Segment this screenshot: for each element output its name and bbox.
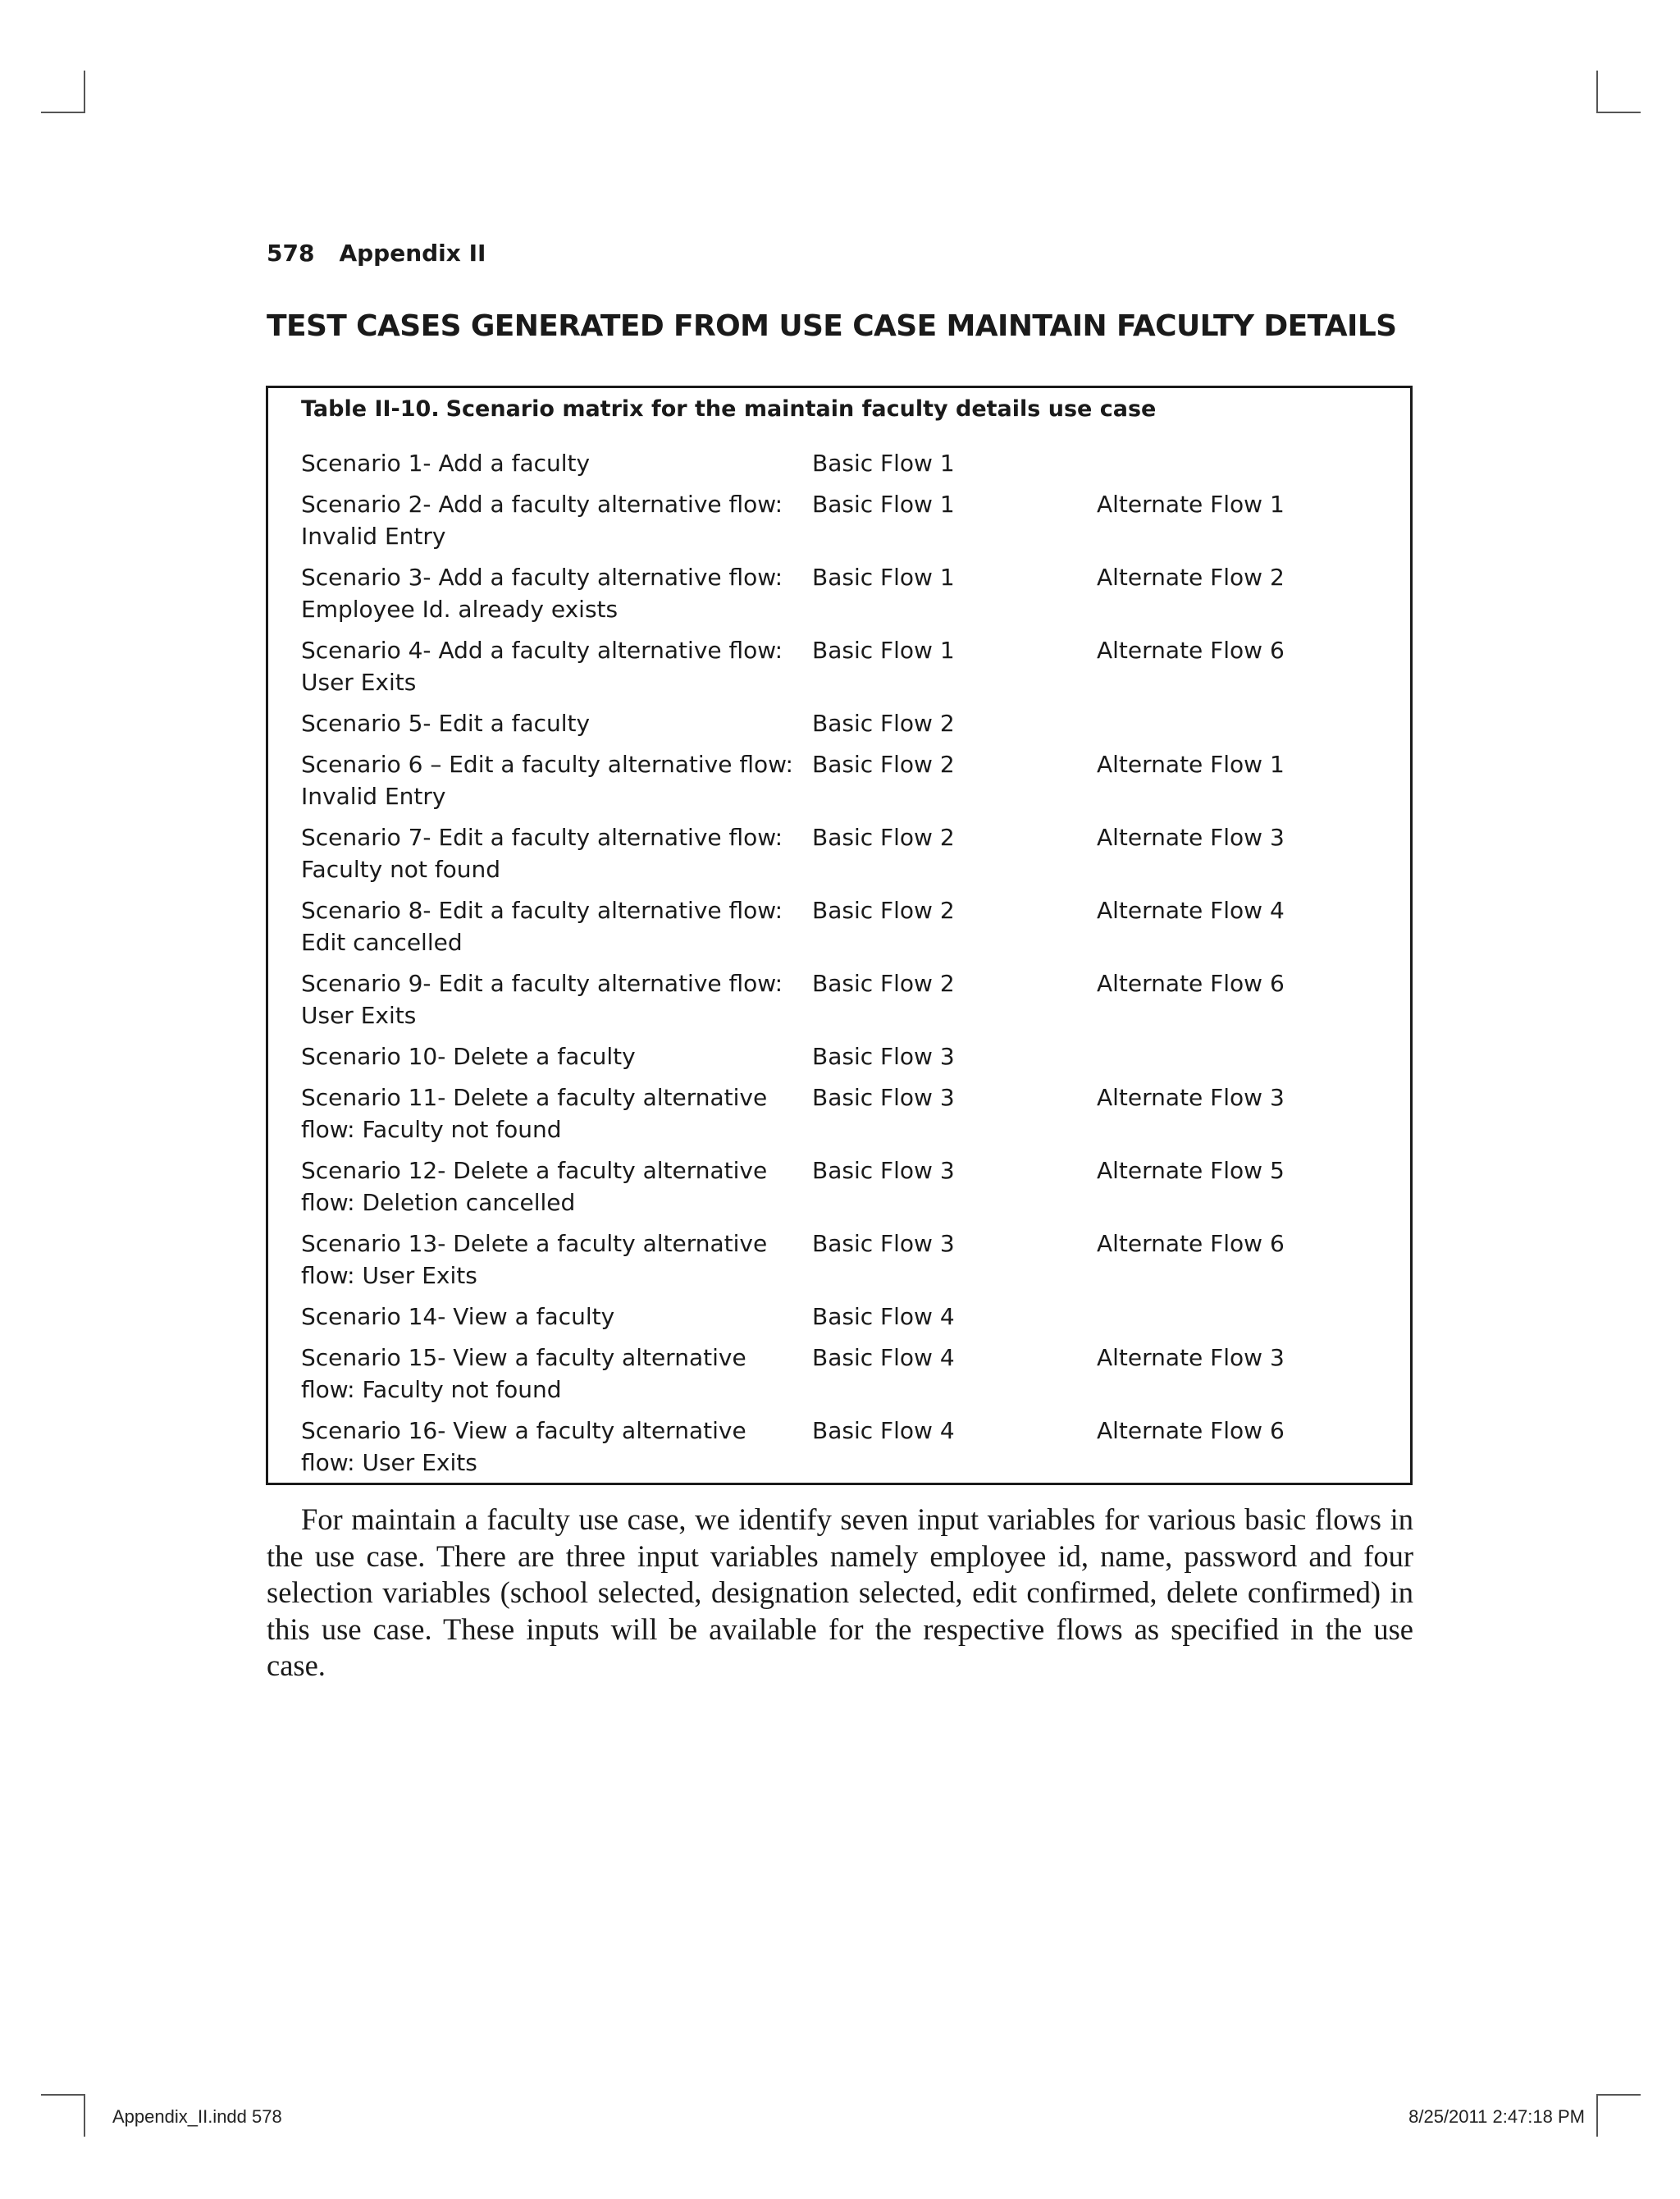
basic-flow-cell: Basic Flow 1 xyxy=(812,450,955,477)
alternate-flow-cell xyxy=(1097,447,1376,479)
scenario-matrix-table xyxy=(266,386,1413,1485)
alternate-flow-cell: Alternate Flow 6 xyxy=(1097,970,1285,997)
basic-flow-cell: Basic Flow 2 xyxy=(812,897,955,924)
table-row xyxy=(301,1040,1384,1072)
alternate-flow-cell xyxy=(1097,1301,1376,1333)
crop-mark xyxy=(84,2094,85,2137)
table-row xyxy=(301,748,1384,812)
basic-flow-cell: Basic Flow 4 xyxy=(812,1417,955,1444)
table-caption-number: Table II-10. xyxy=(301,396,440,422)
table-row xyxy=(301,1081,1384,1145)
slug-file-info: Appendix_II.indd 578 xyxy=(112,2106,282,2127)
basic-flow-cell: Basic Flow 3 xyxy=(812,1230,955,1257)
table-caption xyxy=(301,396,1156,422)
table-row xyxy=(301,488,1384,552)
alternate-flow-cell xyxy=(1097,1040,1376,1072)
alternate-flow-cell: Alternate Flow 3 xyxy=(1097,824,1285,851)
scenario-cell: Scenario 2- Add a faculty alternative flow: Invalid Entry xyxy=(301,491,783,550)
basic-flow-cell: Basic Flow 3 xyxy=(812,1043,955,1070)
table-row xyxy=(301,894,1384,958)
scenario-cell: Scenario 6 – Edit a faculty alternative flow: Invalid Entry xyxy=(301,751,793,810)
page-number: 578 xyxy=(267,240,315,267)
scenario-cell: Scenario 11- Delete a faculty alternative flow: Faculty not found xyxy=(301,1084,768,1143)
scenario-cell: Scenario 10- Delete a faculty xyxy=(301,1043,636,1070)
crop-mark xyxy=(41,112,85,113)
alternate-flow-cell: Alternate Flow 5 xyxy=(1097,1157,1285,1184)
running-head xyxy=(267,240,486,267)
scenario-cell: Scenario 7- Edit a faculty alternative flow: Faculty not found xyxy=(301,824,783,883)
table-row xyxy=(301,1301,1384,1333)
table-row xyxy=(301,1154,1384,1218)
table-row xyxy=(301,561,1384,625)
scenario-cell: Scenario 12- Delete a faculty alternative flow: Deletion cancelled xyxy=(301,1157,768,1216)
alternate-flow-cell: Alternate Flow 3 xyxy=(1097,1344,1285,1371)
alternate-flow-cell xyxy=(1097,707,1376,739)
scenario-cell: Scenario 15- View a faculty alternative flow: Faculty not found xyxy=(301,1344,746,1403)
table-row xyxy=(301,821,1384,885)
crop-mark xyxy=(1596,2094,1641,2096)
table-row xyxy=(301,447,1384,479)
scenario-cell: Scenario 13- Delete a faculty alternative flow: User Exits xyxy=(301,1230,768,1289)
table-row xyxy=(301,1228,1384,1292)
table-row xyxy=(301,634,1384,698)
basic-flow-cell: Basic Flow 1 xyxy=(812,564,955,591)
scenario-cell: Scenario 8- Edit a faculty alternative flow: Edit cancelled xyxy=(301,897,783,956)
basic-flow-cell: Basic Flow 3 xyxy=(812,1157,955,1184)
scenario-cell: Scenario 4- Add a faculty alternative flow: User Exits xyxy=(301,637,783,696)
scenario-cell: Scenario 3- Add a faculty alternative flow: Employee Id. already exists xyxy=(301,564,783,623)
scenario-cell: Scenario 14- View a faculty xyxy=(301,1303,615,1330)
crop-mark xyxy=(84,71,85,113)
alternate-flow-cell: Alternate Flow 3 xyxy=(1097,1084,1285,1111)
crop-mark xyxy=(1596,2094,1598,2137)
basic-flow-cell: Basic Flow 2 xyxy=(812,710,955,737)
table-row xyxy=(301,967,1384,1031)
table-rows xyxy=(301,447,1384,1488)
scenario-cell: Scenario 9- Edit a faculty alternative flow: User Exits xyxy=(301,970,783,1029)
basic-flow-cell: Basic Flow 4 xyxy=(812,1303,955,1330)
basic-flow-cell: Basic Flow 2 xyxy=(812,970,955,997)
running-title: Appendix II xyxy=(339,240,486,267)
scenario-cell: Scenario 5- Edit a faculty xyxy=(301,710,591,737)
table-row xyxy=(301,1342,1384,1406)
section-title: TEST CASES GENERATED FROM USE CASE MAINTAIN FACULTY DETAILS xyxy=(267,309,1397,343)
basic-flow-cell: Basic Flow 2 xyxy=(812,824,955,851)
alternate-flow-cell: Alternate Flow 1 xyxy=(1097,491,1285,518)
scenario-cell: Scenario 1- Add a faculty xyxy=(301,450,591,477)
table-row xyxy=(301,707,1384,739)
alternate-flow-cell: Alternate Flow 6 xyxy=(1097,1230,1285,1257)
alternate-flow-cell: Alternate Flow 2 xyxy=(1097,564,1285,591)
basic-flow-cell: Basic Flow 1 xyxy=(812,637,955,664)
table-row xyxy=(301,1415,1384,1479)
alternate-flow-cell: Alternate Flow 6 xyxy=(1097,1417,1285,1444)
slug-timestamp: 8/25/2011 2:47:18 PM xyxy=(1408,2106,1585,2127)
basic-flow-cell: Basic Flow 1 xyxy=(812,491,955,518)
crop-mark xyxy=(1596,71,1598,113)
crop-mark xyxy=(1596,112,1641,113)
alternate-flow-cell: Alternate Flow 6 xyxy=(1097,637,1285,664)
basic-flow-cell: Basic Flow 2 xyxy=(812,751,955,778)
alternate-flow-cell: Alternate Flow 1 xyxy=(1097,751,1285,778)
table-caption-text: Scenario matrix for the maintain faculty details use case xyxy=(445,396,1157,422)
basic-flow-cell: Basic Flow 3 xyxy=(812,1084,955,1111)
scenario-cell: Scenario 16- View a faculty alternative flow: User Exits xyxy=(301,1417,746,1476)
crop-mark xyxy=(41,2094,85,2096)
basic-flow-cell: Basic Flow 4 xyxy=(812,1344,955,1371)
body-paragraph: For maintain a faculty use case, we identify seven input variables for various basic flows in the use case. There are three input variables namely employee id, name, password and four selection variables (school selected, designation selected, edit confirmed, delete confirmed) in this use case. These inputs will be available for the respective flows as specified in the use case. xyxy=(267,1502,1413,1682)
alternate-flow-cell: Alternate Flow 4 xyxy=(1097,897,1285,924)
